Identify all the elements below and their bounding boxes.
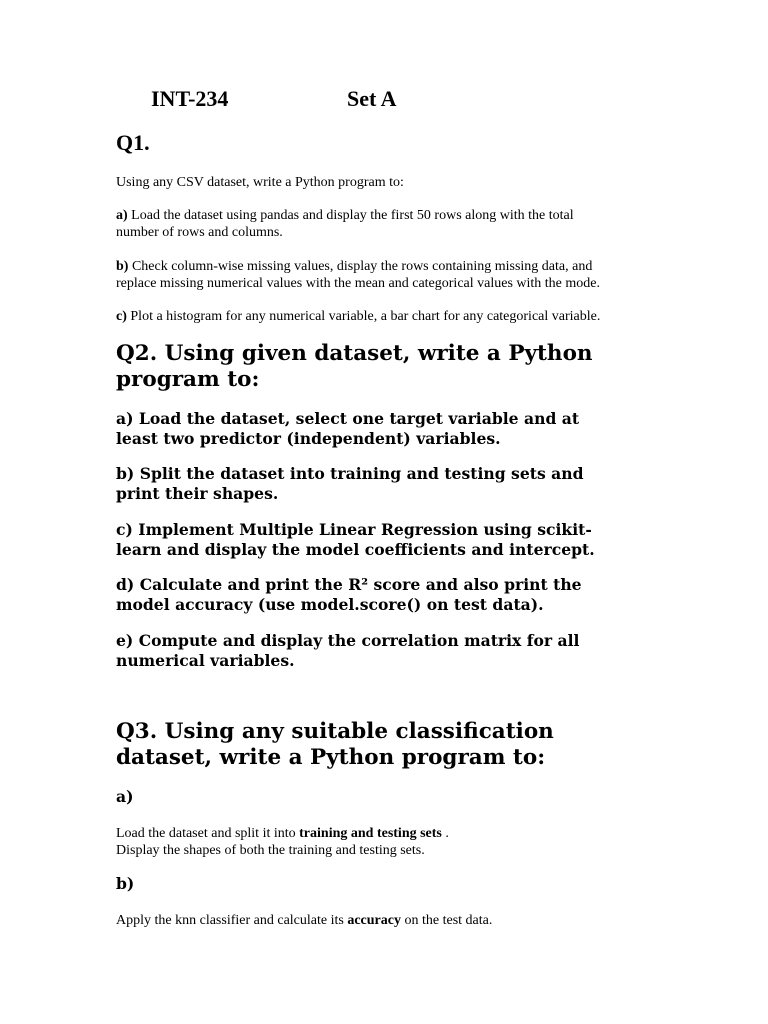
q3-b-text-post: on the test data.: [400, 913, 493, 928]
q2-item-e: [116, 631, 579, 670]
q2-title-line1: Q2. Using given dataset, write a Python: [116, 341, 593, 366]
q3-a-label: a): [116, 787, 134, 806]
q2-b-line2: print their shapes.: [116, 483, 279, 503]
q1-title: Q1.: [116, 130, 150, 155]
q3-a-text-line2: Display the shapes of both the training and testing sets.: [116, 843, 425, 858]
q2-title: [116, 341, 593, 393]
q3-b-text-bold: accuracy: [347, 913, 401, 928]
q3-item-b: [116, 912, 492, 929]
q3-a-text-post: .: [441, 826, 449, 841]
q1-item-a: [116, 207, 574, 241]
q2-e-line1: e) Compute and display the correlation matrix for all: [116, 631, 580, 650]
q2-b-line1: b) Split the dataset into training and testing sets and: [116, 464, 584, 483]
q2-e-line2: numerical variables.: [116, 650, 295, 670]
q2-c-line2: learn and display the model coefficients and intercept.: [116, 539, 595, 559]
q3-b-text-pre: Apply the knn classifier and calculate its: [116, 913, 348, 928]
q1-c-text-line1: Plot a histogram for any numerical variable, a bar chart for any categorical variable.: [126, 309, 601, 324]
q3-a-text-pre: Load the dataset and split it into: [116, 826, 300, 841]
q1-a-text-line2: number of rows and columns.: [116, 225, 283, 240]
q3-a-text-bold: training and testing sets: [299, 826, 442, 841]
q2-a-line2: least two predictor (independent) variables.: [116, 428, 501, 448]
q1-a-label: a): [116, 208, 128, 223]
q1-intro: Using any CSV dataset, write a Python program to:: [116, 175, 404, 190]
q2-c-line1: c) Implement Multiple Linear Regression using scikit-: [116, 520, 592, 539]
course-code: INT-234: [151, 86, 229, 111]
q1-b-text-line2: replace missing numerical values with the mean and categorical values with the mode.: [116, 276, 600, 291]
q2-a-line1: a) Load the dataset, select one target variable and at: [116, 409, 580, 428]
q3-item-a: [116, 825, 449, 859]
q1-b-text-line1: Check column-wise missing values, display the rows containing missing data, and: [128, 259, 593, 274]
q2-d-line1: d) Calculate and print the R² score and also print the: [116, 575, 582, 594]
q2-item-b: [116, 464, 584, 503]
q2-d-line2: model accuracy (use model.score() on test data).: [116, 594, 544, 614]
q3-b-label: b): [116, 874, 135, 893]
q2-item-d: [116, 575, 582, 614]
q1-item-c: [116, 308, 600, 325]
q3-title-line2: dataset, write a Python program to:: [116, 745, 546, 770]
q2-title-line2: program to:: [116, 367, 260, 392]
q1-c-label: c): [116, 309, 127, 324]
q1-item-b: [116, 258, 600, 292]
q2-item-c: [116, 520, 595, 559]
set-label: Set A: [347, 86, 397, 111]
q1-a-text-line1: Load the dataset using pandas and display the first 50 rows along with the total: [127, 208, 574, 223]
q3-title: [116, 719, 554, 771]
q2-item-a: [116, 409, 579, 448]
q1-b-label: b): [116, 259, 129, 274]
q3-title-line1: Q3. Using any suitable classification: [116, 719, 554, 744]
